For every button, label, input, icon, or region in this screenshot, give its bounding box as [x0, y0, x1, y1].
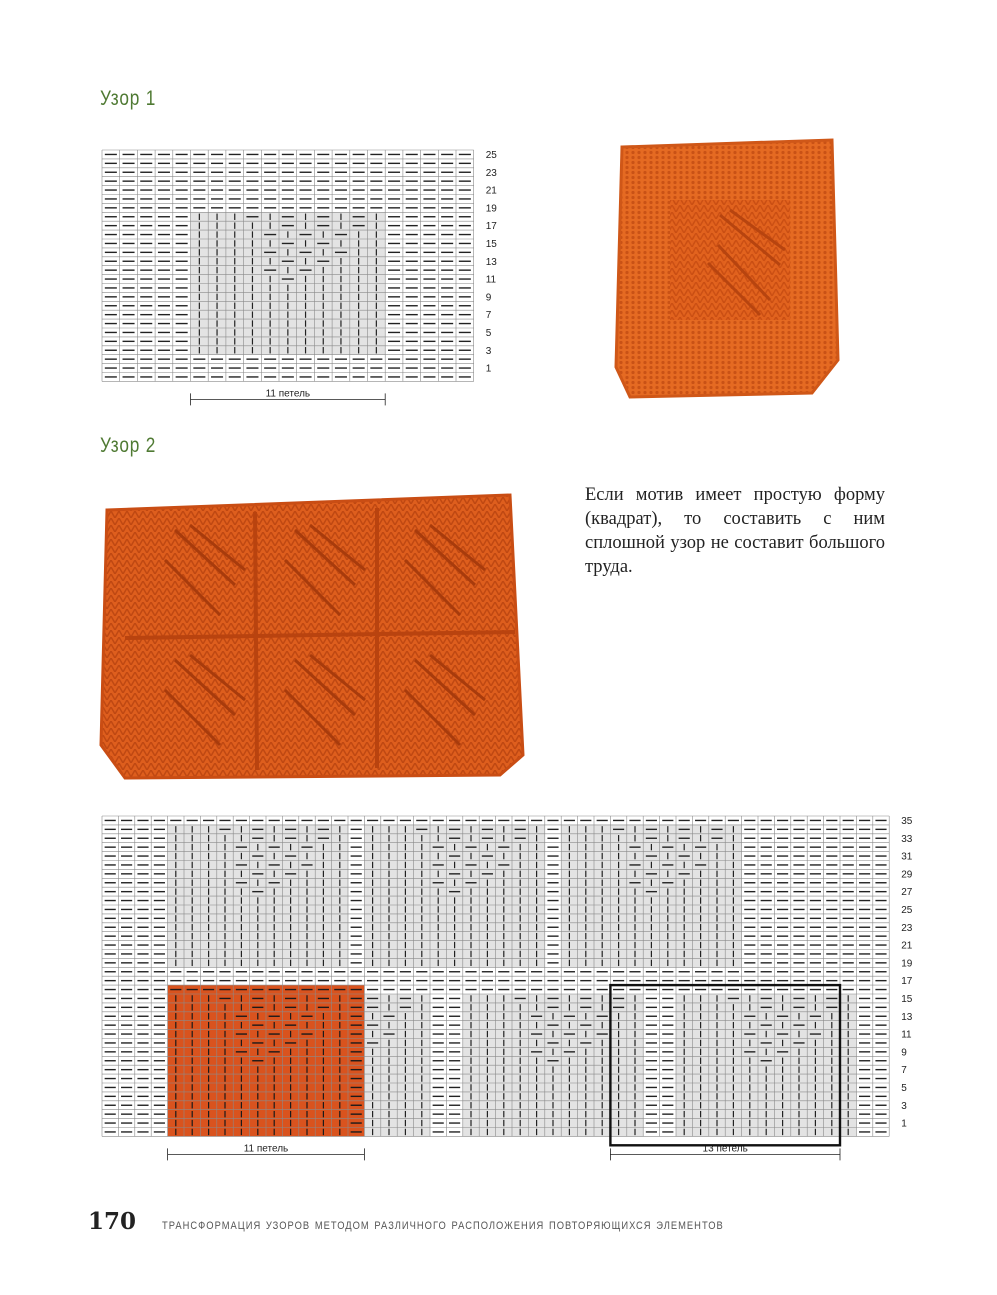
row-number: 11: [901, 1029, 912, 1041]
pattern1-heading: Узор 1: [100, 87, 157, 110]
row-number: 1: [901, 1118, 907, 1130]
row-number: 33: [901, 833, 913, 845]
row-number: 29: [901, 869, 913, 881]
row-number: 19: [901, 958, 913, 970]
row-number: 7: [901, 1065, 907, 1077]
chart2-grid: [102, 816, 889, 1136]
row-number: 15: [485, 238, 497, 250]
row-number: 5: [485, 327, 492, 339]
caption-paragraph: Если мотив имеет простую форму (квадрат), то составить с ним сплошной узор не составит большого труда.: [585, 485, 885, 577]
row-number: 13: [485, 256, 497, 268]
row-number: 7: [485, 310, 492, 322]
row-number: 21: [485, 185, 497, 197]
row-number: 5: [901, 1082, 907, 1094]
row-number: 27: [901, 887, 913, 899]
dimension-label: 11 петель: [243, 1143, 289, 1155]
dimension-label: 13 петель: [702, 1143, 748, 1155]
row-number: 3: [485, 345, 492, 357]
row-number: 11: [485, 274, 497, 286]
row-number: 25: [485, 149, 497, 161]
row-number: 19: [485, 203, 497, 215]
row-number: 21: [901, 940, 913, 952]
row-number: 1: [485, 363, 492, 375]
row-number: 35: [901, 815, 913, 827]
row-number: 31: [901, 851, 913, 863]
row-number: 9: [485, 292, 492, 304]
row-number: 23: [901, 922, 913, 934]
page-number: 170: [88, 1208, 137, 1235]
row-number: 25: [901, 904, 913, 916]
row-number: 17: [901, 976, 913, 988]
running-title: трансформация узоров методом различного расположения повторяющихся элементов: [162, 1216, 724, 1233]
row-number: 3: [901, 1100, 907, 1112]
row-number: 23: [485, 167, 497, 179]
row-number: 15: [901, 993, 913, 1005]
row-number: 13: [901, 1011, 913, 1023]
pattern2-heading: Узор 2: [100, 434, 157, 457]
row-number: 9: [901, 1047, 907, 1059]
dimension-label: 11 петель: [265, 388, 311, 400]
row-number: 17: [485, 221, 497, 233]
